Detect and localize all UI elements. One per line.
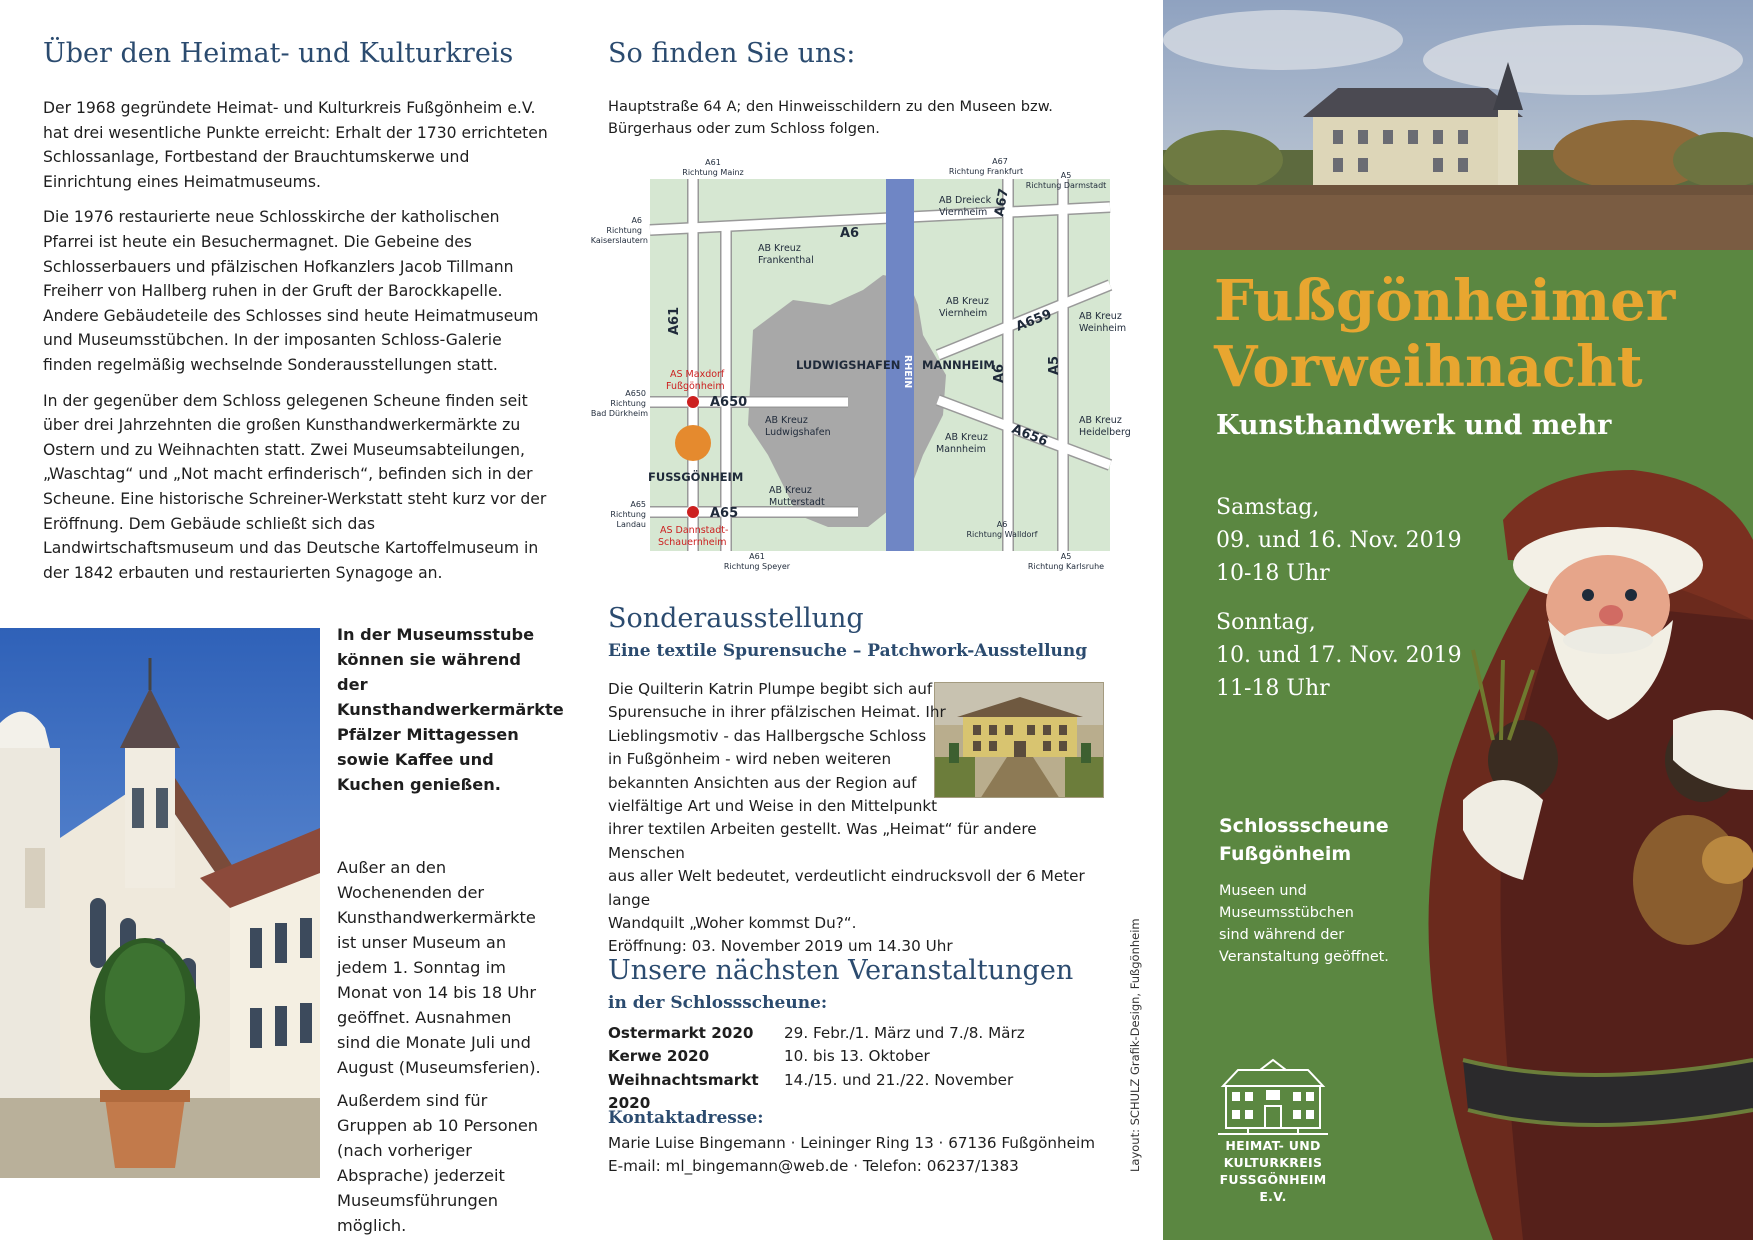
label-kreuz-weinheim: AB Kreuz: [1079, 311, 1122, 322]
logo-text-line: FUSSGÖNHEIM: [1219, 1172, 1327, 1187]
label-kreuz-mutterstadt-2: Mutterstadt: [769, 497, 825, 508]
label-dir-frankfurt: A67: [992, 157, 1008, 166]
about-title: Über den Heimat- und Kulturkreis: [43, 38, 514, 69]
find-body: Hauptstraße 64 A; den Hinweisschildern zu den Museen bzw. Bürgerhaus oder zum Schloss folgen.: [608, 98, 1053, 137]
event-name: Weihnachtsmarkt 2020: [608, 1070, 759, 1113]
label-kreuz-weinheim-2: Weinheim: [1079, 323, 1127, 334]
date-hours: 11-18 Uhr: [1216, 676, 1330, 701]
special-body: [608, 678, 1098, 959]
label-kreuz-viernheim-2: Viernheim: [939, 308, 988, 319]
event-date: 10. bis 13. Oktober: [784, 1047, 930, 1066]
date-hours: 10-18 Uhr: [1216, 561, 1330, 586]
label-dir-landau-3: Landau: [616, 520, 646, 529]
event-name: Ostermarkt 2020: [608, 1024, 754, 1042]
exit-dannstadt-marker: [687, 506, 699, 518]
label-a6-vertical: A6: [992, 363, 1007, 383]
label-a5: A5: [1047, 355, 1062, 375]
event-date: 29. Febr./1. März und 7./8. März: [784, 1024, 1025, 1042]
label-a67: A67: [992, 187, 1012, 218]
label-dir-kaiserslautern-3: Kaiserslautern: [590, 236, 648, 245]
church-photo: [0, 628, 320, 1178]
label-dreieck-viernheim-2: Viernheim: [939, 207, 988, 218]
museum-paragraph: Außerdem sind für Gruppen ab 10 Personen (nach vorheriger Absprache) jederzeit Museumsführungen möglich.: [337, 1091, 539, 1235]
museum-text: [337, 622, 564, 1238]
label-a65: A65: [710, 506, 739, 521]
label-kreuz-ludwigshafen: AB Kreuz: [765, 415, 808, 426]
date-day: Sonntag,: [1216, 610, 1316, 635]
label-dir-darmstadt: A5: [1060, 171, 1072, 180]
special-line: Wandquilt „Woher kommst Du?“.: [608, 914, 857, 933]
label-exit-maxdorf: AS Maxdorf: [670, 369, 725, 380]
label-kreuz-frankenthal-2: Frankenthal: [758, 255, 814, 266]
label-dir-badduerkheim-3: Bad Dürkheim: [590, 409, 648, 418]
label-kreuz-mutterstadt: AB Kreuz: [769, 485, 812, 496]
special-line: Spurensuche in ihrer pfälzischen Heimat. Ihr: [608, 703, 946, 722]
label-ludwigshafen: LUDWIGSHAFEN: [796, 358, 901, 372]
contact-address: Marie Luise Bingemann · Leininger Ring 13 · 67136 Fußgönheim: [608, 1134, 1095, 1152]
event-row: [608, 1022, 1025, 1045]
label-kreuz-viernheim: AB Kreuz: [946, 296, 989, 307]
label-dir-badduerkheim-2: Richtung: [610, 399, 646, 408]
museum-paragraph: Außer an den Wochenenden der Kunsthandwerkermärkte ist unser Museum an jedem 1. Sonntag im Monat von 14 bis 18 Uhr geöffnet. Ausnahmen sind die Monate Juli und August (Museumsferien).: [337, 858, 541, 1077]
about-body: [43, 96, 548, 596]
special-line: ihrer textilen Arbeiten gestellt. Was „Heimat“ für andere Menschen: [608, 820, 1037, 862]
label-dir-darmstadt-2: Richtung Darmstadt: [1025, 181, 1107, 190]
contact-email-phone: E-mail: ml_bingemann@web.de · Telefon: 06237/1383: [608, 1157, 1019, 1176]
date-dates: 10. und 17. Nov. 2019: [1216, 643, 1462, 668]
label-kreuz-mannheim-2: Mannheim: [936, 444, 986, 455]
venue-line: Fußgönheim: [1219, 843, 1352, 865]
date-saturday: [1216, 491, 1462, 590]
label-dir-karlsruhe-2: Richtung Karlsruhe: [1027, 562, 1105, 571]
event-name: Kerwe 2020: [608, 1047, 710, 1066]
event-row: [608, 1045, 1025, 1068]
date-dates: 09. und 16. Nov. 2019: [1216, 528, 1462, 553]
logo-text-line: E.V.: [1259, 1189, 1287, 1204]
cover-panel: [1163, 0, 1753, 1240]
venue-line: Schlossscheune: [1219, 815, 1389, 837]
label-kreuz-frankenthal: AB Kreuz: [758, 243, 801, 254]
cover-title-line: Fußgönheimer: [1214, 268, 1676, 334]
label-dir-speyer-2: Richtung Speyer: [723, 562, 791, 571]
special-line: aus aller Welt bedeutet, verdeutlicht eindrucksvoll der 6 Meter lange: [608, 867, 1085, 909]
label-dir-kaiserslautern-2: Richtung: [606, 226, 642, 235]
date-day: Samstag,: [1216, 495, 1320, 520]
club-logo-text: [1218, 1137, 1328, 1205]
label-dir-speyer: A61: [749, 552, 765, 561]
events-table: [608, 1022, 1025, 1116]
venue-note-line: Museumsstübchen: [1219, 905, 1354, 921]
label-a656: A656: [1009, 421, 1050, 450]
label-rhein: RHEIN: [902, 355, 913, 389]
fussgoenheim-marker: [675, 425, 711, 461]
label-mannheim: MANNHEIM: [922, 358, 995, 372]
label-a6: A6: [840, 226, 860, 241]
logo-text-line: KULTURKREIS: [1223, 1155, 1323, 1170]
contact-body: [608, 1132, 1095, 1179]
contact-title: Kontaktadresse:: [608, 1108, 764, 1128]
label-dir-karlsruhe: A5: [1060, 552, 1072, 561]
venue-note-line: sind während der: [1219, 927, 1345, 943]
label-a659: A659: [1013, 306, 1054, 335]
logo-text-line: HEIMAT- UND: [1225, 1138, 1321, 1153]
special-line: Eröffnung: 03. November 2019 um 14.30 Uhr: [608, 937, 953, 956]
museum-bold-text: In der Museumsstube können sie während der Kunsthandwerkermärkte Pfälzer Mittagessen sowie Kaffee und Kuchen genießen.: [337, 625, 564, 794]
label-dir-kaiserslautern: A6: [631, 216, 642, 225]
label-dir-landau-2: Richtung: [610, 510, 646, 519]
venue: [1219, 812, 1389, 868]
label-dir-mainz: A61: [705, 158, 721, 167]
special-subtitle: Eine textile Spurensuche – Patchwork-Ausstellung: [608, 641, 1088, 661]
find-title: So finden Sie uns:: [608, 38, 856, 69]
venue-note-line: Veranstaltung geöffnet.: [1219, 949, 1389, 965]
special-line: in Fußgönheim - wird neben weiteren: [608, 750, 892, 769]
route-map: [578, 155, 1138, 575]
events-subtitle: in der Schlossscheune:: [608, 993, 828, 1013]
label-exit-maxdorf-2: Fußgönheim: [666, 381, 725, 392]
label-kreuz-heidelberg: AB Kreuz: [1079, 415, 1122, 426]
date-sunday: [1216, 606, 1462, 705]
label-kreuz-mannheim: AB Kreuz: [945, 432, 988, 443]
label-dir-badduerkheim: A650: [625, 389, 646, 398]
label-dir-walldorf-2: Richtung Walldorf: [966, 530, 1038, 539]
about-paragraph: Der 1968 gegründete Heimat- und Kulturkreis Fußgönheim e.V. hat drei wesentliche Punkte erreicht: Erhalt der 1730 errichteten Schlossanlage, Fortbestand der Brauchtumskerwe und Einrichtung eines Heimatmuseums.: [43, 99, 548, 191]
label-exit-dannstadt: AS Dannstadt-: [660, 525, 729, 536]
exit-maxdorf-marker: [687, 396, 699, 408]
cover-subtitle: Kunsthandwerk und mehr: [1216, 410, 1612, 441]
special-title: Sonderausstellung: [608, 603, 864, 634]
event-date: 14./15. und 21./22. November: [784, 1070, 1014, 1089]
events-title: Unsere nächsten Veranstaltungen: [608, 955, 1074, 986]
label-dir-mainz-2: Richtung Mainz: [682, 168, 744, 177]
about-paragraph: In der gegenüber dem Schloss gelegenen Scheune finden seit über drei Jahrzehnten die großen Kunsthandwerkermärkte zu Ostern und zu Weihnachten statt. Zwei Museumsabteilungen, „Waschtag“ und „Not macht erfinderisch“, befinden sich in der Scheune. Eine historische Schreiner-Werkstatt steht kurz vor der Eröffnung. Dem Gebäude schließt sich das Landwirtschaftsmuseum und das Deutsche Kartoffelmuseum in der 1842 erbauten und restaurierten Synagoge an.: [43, 391, 547, 582]
venue-note: [1219, 880, 1389, 968]
about-paragraph: Die 1976 restaurierte neue Schlosskirche der katholischen Pfarrei ist heute ein Besuchermagnet. Die Gebeine des Schlosserbauers und pfälzischen Hofkanzlers Jacob Tillmann Freiherr von Hallberg ruhen in der Gruft der Barockkapelle. Andere Gebäudeteile des Schlosses sind heute Heimatmuseum und Museumsstübchen. In der imposanten Schloss-Galerie finden regelmäßig wechselnde Sonderausstellungen statt.: [43, 208, 539, 374]
label-kreuz-heidelberg-2: Heidelberg: [1079, 427, 1131, 438]
club-logo-icon: [1218, 1058, 1328, 1136]
label-kreuz-ludwigshafen-2: Ludwigshafen: [765, 427, 831, 438]
layout-credit: Layout: SCHULZ Grafik-Design, Fußgönheim: [1128, 918, 1142, 1172]
label-exit-dannstadt-2: Schauernheim: [658, 537, 727, 548]
cover-title-line: Vorweihnacht: [1214, 334, 1643, 400]
label-fussgoenheim: FUSSGÖNHEIM: [648, 470, 744, 484]
label-dir-frankfurt-2: Richtung Frankfurt: [948, 167, 1024, 176]
special-line: Die Quilterin Katrin Plumpe begibt sich auf: [608, 680, 933, 698]
venue-note-line: Museen und: [1219, 883, 1307, 899]
special-line: bekannten Ansichten aus der Region auf: [608, 773, 917, 792]
special-line: Lieblingsmotiv - das Hallbergsche Schloss: [608, 726, 927, 745]
special-line: vielfältige Art und Weise in den Mittelpunkt: [608, 797, 938, 816]
label-a61: A61: [667, 306, 682, 335]
label-dir-walldorf: A6: [996, 520, 1008, 529]
label-dreieck-viernheim: AB Dreieck: [939, 195, 992, 206]
label-dir-landau: A65: [630, 500, 646, 509]
label-a650: A650: [710, 395, 748, 410]
cover-title: [1214, 268, 1675, 400]
